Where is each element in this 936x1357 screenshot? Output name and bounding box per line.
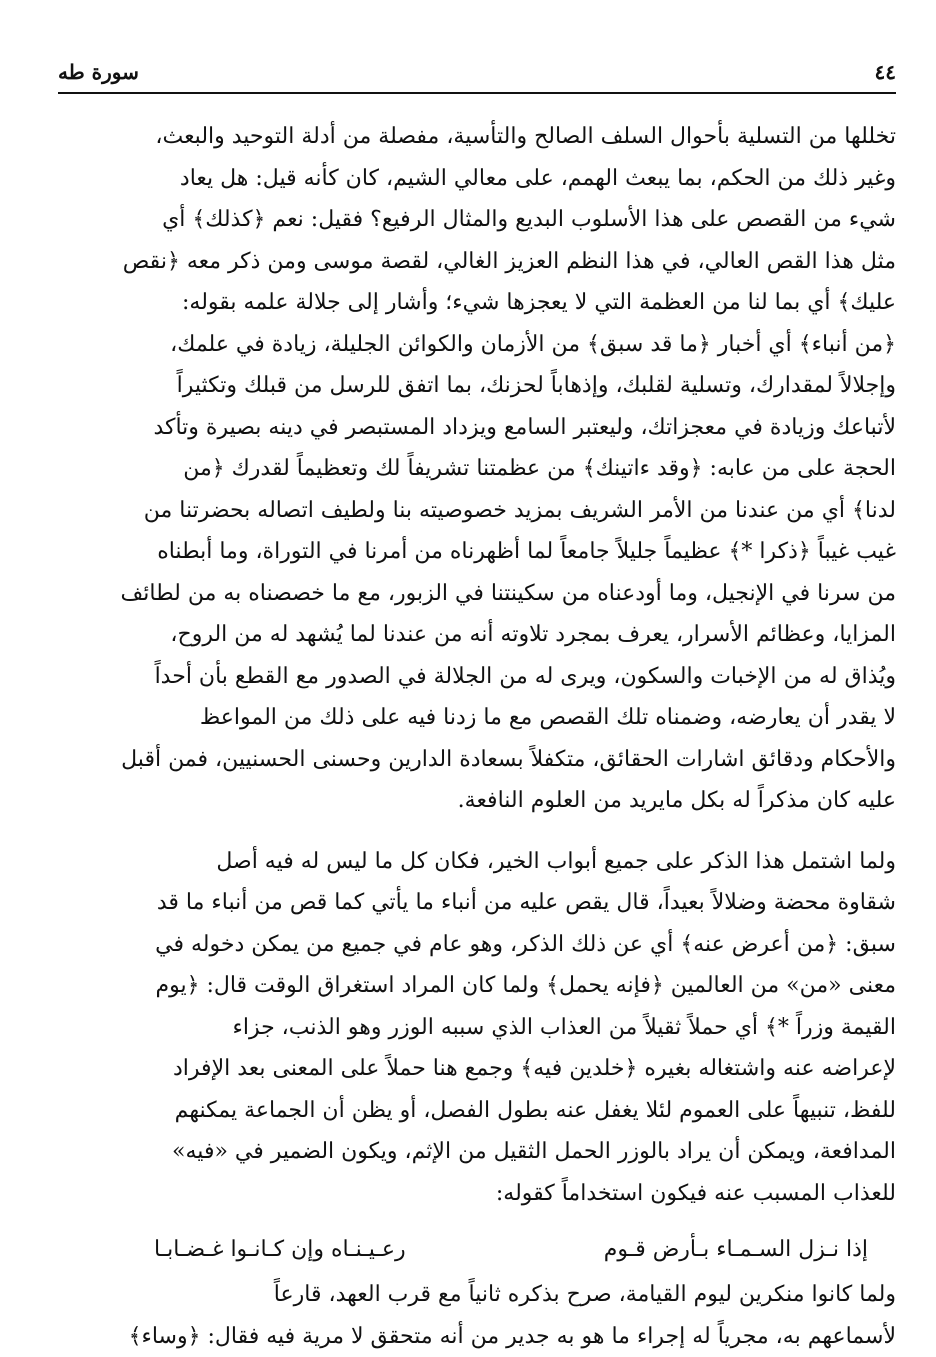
text-line: لإعراضه عنه واشتغاله بغيره ﴿خلدين فيه﴾ وجمع هنا حملاً على المعنى بعد الإفراد xyxy=(58,1048,896,1090)
text-line: عليك﴾ أي بما لنا من العظمة التي لا يعجزها شيء؛ وأشار إلى جلالة علمه بقوله: xyxy=(58,282,896,324)
verse-hemistich-second: رعـيـنـاه وإن كـانـوا غـضـابـا xyxy=(154,1228,406,1272)
text-line: المزايا، وعظائم الأسرار، يعرف بمجرد تلاوته أنه من عندنا لما يُشهد له من الروح، xyxy=(58,614,896,656)
text-line: من سرنا في الإنجيل، وما أودعناه من سكينتنا في الزبور، مع ما خصصناه به من لطائف xyxy=(58,573,896,615)
text-line: ولما اشتمل هذا الذكر على جميع أبواب الخير، فكان كل ما ليس له فيه أصل xyxy=(58,841,896,883)
paragraph-commentary-1 xyxy=(58,116,896,822)
text-line: لأسماعهم به، مجرياً له إجراء ما هو به جدير من أنه متحقق لا مرية فيه فقال: ﴿وساء﴾ xyxy=(58,1316,896,1357)
book-page xyxy=(58,52,896,1357)
text-line: لا يقدر أن يعارضه، وضمناه تلك القصص مع ما زدنا فيه على ذلك من المواعظ xyxy=(58,697,896,739)
text-line: ويُذاق له من الإخبات والسكون، ويرى له من الجلالة في الصدور مع القطع بأن أحداً xyxy=(58,656,896,698)
verse-hemistich-first: إذا نـزل السـمـاء بـأرض قـوم xyxy=(604,1228,868,1272)
text-line: ﴿من أنباء﴾ أي أخبار ﴿ما قد سبق﴾ من الأزمان والكوائن الجليلة، زيادة في علمك، xyxy=(58,324,896,366)
text-line: القيمة وزراً *﴾ أي حملاً ثقيلاً من العذاب الذي سببه الوزر وهو الذنب، جزاء xyxy=(58,1007,896,1049)
text-line: وغير ذلك من الحكم، بما يبعث الهمم، على معالي الشيم، كان كأنه قيل: هل يعاد xyxy=(58,158,896,200)
text-line: للعذاب المسبب عنه فيكون استخداماً كقوله: xyxy=(58,1173,896,1215)
text-line: عليه كان مذكراً له بكل مايريد من العلوم النافعة. xyxy=(58,780,896,822)
text-line: للفظ، تنبيهاً على العموم لئلا يغفل عنه بطول الفصل، أو يظن أن الجماعة يمكنهم xyxy=(58,1090,896,1132)
text-line: والأحكام ودقائق اشارات الحقائق، متكفلاً بسعادة الدارين وحسنى الحسنيين، فمن أقبل xyxy=(58,739,896,781)
paragraph-commentary-3 xyxy=(58,1274,896,1357)
text-line: سبق: ﴿من أعرض عنه﴾ أي عن ذلك الذكر، وهو عام في جميع من يمكن دخوله في xyxy=(58,924,896,966)
text-line: لأتباعك وزيادة في معجزاتك، وليعتبر السامع ويزداد المستبصر في دينه بصيرة وتأكد xyxy=(58,407,896,449)
page-header xyxy=(58,52,896,94)
paragraph-commentary-2 xyxy=(58,841,896,1215)
poetry-verse xyxy=(58,1228,896,1272)
text-line: شيء من القصص على هذا الأسلوب البديع والمثال الرفيع؟ فقيل: نعم ﴿كذلك﴾ أي xyxy=(58,199,896,241)
text-line: المدافعة، ويمكن أن يراد بالوزر الحمل الثقيل من الإثم، ويكون الضمير في «فيه» xyxy=(58,1131,896,1173)
text-line: مثل هذا القص العالي، في هذا النظم العزيز الغالي، لقصة موسى ومن ذكر معه ﴿نقص xyxy=(58,241,896,283)
text-line: معنى «من» من العالمين ﴿فإنه يحمل﴾ ولما كان المراد استغراق الوقت قال: ﴿يوم xyxy=(58,965,896,1007)
text-line: وإجلالاً لمقدارك، وتسلية لقلبك، وإذهاباً لحزنك، بما اتفق للرسل من قبلك وتكثيراً xyxy=(58,365,896,407)
text-line: لدنا﴾ أي من عندنا من الأمر الشريف بمزيد خصوصيته بنا ولطيف اتصاله بحضرتنا من xyxy=(58,490,896,532)
text-line: غيب غيباً ﴿ذكرا *﴾ عظيماً جليلاً جامعاً لما أظهرناه من أمرنا في التوراة، وما أبطناه xyxy=(58,531,896,573)
text-line: تخللها من التسلية بأحوال السلف الصالح والتأسية، مفصلة من أدلة التوحيد والبعث، xyxy=(58,116,896,158)
surah-title: سورة طه xyxy=(58,60,139,84)
text-line: ولما كانوا منكرين ليوم القيامة، صرح بذكره ثانياً مع قرب العهد، قارعاً xyxy=(58,1274,896,1316)
page-number: ٤٤ xyxy=(875,60,896,84)
text-line: الحجة على من عابه: ﴿وقد ءاتينك﴾ من عظمتنا تشريفاً لك وتعظيماً لقدرك ﴿من xyxy=(58,448,896,490)
text-line: شقاوة محضة وضلالاً بعيداً، قال يقص عليه من أنباء ما يأتي كما قص من أنباء ما قد xyxy=(58,882,896,924)
